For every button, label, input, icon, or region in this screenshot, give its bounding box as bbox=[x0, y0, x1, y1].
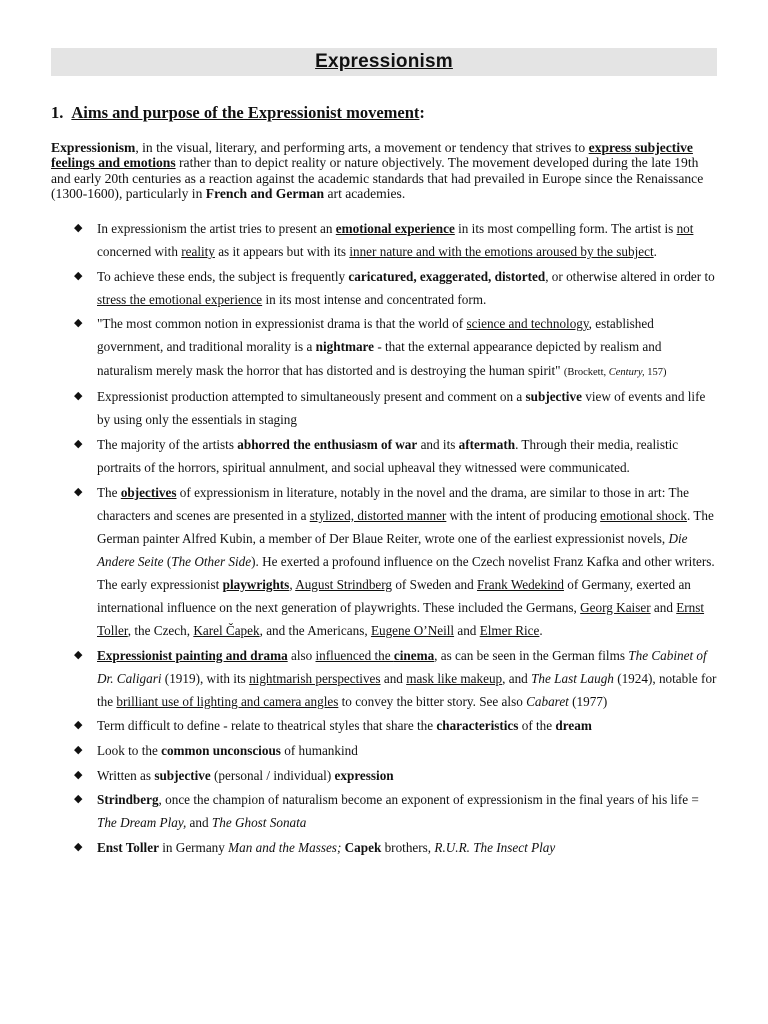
citation-text: (Brockett, bbox=[563, 366, 609, 378]
emphasis: aftermath bbox=[458, 436, 516, 452]
text: in its most compelling form. The artist is bbox=[454, 221, 677, 236]
emphasis: expression bbox=[334, 767, 394, 783]
list-item bbox=[51, 739, 717, 762]
text: (1924), notable for the bbox=[97, 670, 717, 709]
film-title: The Last Laugh bbox=[531, 670, 614, 686]
book-title: Die Andere Seite bbox=[97, 530, 688, 569]
text: , established government, and traditional morality is a bbox=[97, 316, 654, 355]
section-heading bbox=[51, 103, 425, 123]
list-item bbox=[51, 836, 717, 859]
list-item bbox=[51, 481, 717, 643]
section-heading-text: Aims and purpose of the Expressionist movement bbox=[71, 103, 420, 122]
text: , the Czech, bbox=[127, 623, 194, 639]
emphasis: Strindberg bbox=[97, 792, 159, 808]
emphasis: mask like makeup bbox=[406, 670, 503, 686]
title-bar bbox=[51, 48, 717, 76]
emphasis: dream bbox=[555, 718, 592, 734]
text: . Through their media, realistic portraits of the horrors, spiritual annulment, and social upheaval they witnessed were communicated. bbox=[97, 436, 679, 475]
emphasis: science and technology bbox=[466, 316, 589, 332]
person-name: Eugene O’Neill bbox=[370, 623, 455, 639]
film-title: The Cabinet of Dr. Caligari bbox=[97, 647, 707, 686]
person-name: Karel Čapek bbox=[193, 623, 260, 639]
text: In expressionism the artist tries to present an bbox=[97, 221, 336, 236]
emphasis: characteristics bbox=[436, 718, 519, 734]
text: . bbox=[539, 623, 543, 639]
intro-text: , in the visual, literary, and performing arts, a movement or tendency that strives to bbox=[135, 140, 589, 155]
text: as it appears but with its bbox=[214, 244, 350, 260]
list-item bbox=[51, 644, 717, 713]
diamond-bullet-icon: ◆ bbox=[74, 719, 83, 732]
emphasis: cinema bbox=[393, 647, 435, 663]
diamond-bullet-icon: ◆ bbox=[74, 485, 83, 498]
list-item bbox=[51, 433, 717, 479]
text: Expressionist production attempted to simultaneously present and comment on a bbox=[97, 389, 526, 405]
text: , or otherwise altered in order to bbox=[545, 268, 715, 284]
list-item bbox=[51, 312, 717, 383]
text: to convey the bitter story. See also bbox=[338, 693, 527, 709]
emphasis: reality bbox=[181, 244, 215, 260]
play-title: Man and the Masses; bbox=[228, 839, 342, 855]
emphasis: nightmarish perspectives bbox=[249, 670, 381, 686]
diamond-bullet-icon: ◆ bbox=[74, 793, 83, 806]
document-title: Expressionism bbox=[315, 51, 453, 72]
emphasis: stress the emotional experience bbox=[97, 291, 263, 307]
text: of humankind bbox=[280, 743, 358, 759]
emphasis: Enst Toller bbox=[97, 839, 159, 855]
text: The bbox=[97, 484, 121, 500]
emphasis: subjective bbox=[154, 767, 211, 783]
citation-text: 157) bbox=[644, 366, 667, 378]
citation bbox=[564, 367, 667, 378]
text: , and bbox=[502, 670, 532, 686]
text: . The German painter Alfred Kubin, a member of Der Blaue Reiter, wrote one of the earliest expressionist novels, bbox=[97, 507, 714, 546]
text: (personal / individual) bbox=[210, 767, 335, 783]
intro-emphasis: French and German bbox=[205, 185, 325, 201]
text: - that the external appearance depicted by realism and naturalism merely mask the horror that has distorted and is destroying the human spirit" bbox=[97, 339, 662, 378]
diamond-bullet-icon: ◆ bbox=[74, 840, 83, 853]
text: Written as bbox=[97, 767, 155, 783]
diamond-bullet-icon: ◆ bbox=[74, 648, 83, 661]
bullet-list bbox=[51, 217, 717, 861]
list-item bbox=[51, 714, 717, 737]
text: brothers, bbox=[381, 839, 435, 855]
emphasis: common unconscious bbox=[161, 743, 281, 759]
text: , bbox=[289, 576, 296, 592]
diamond-bullet-icon: ◆ bbox=[74, 317, 83, 330]
diamond-bullet-icon: ◆ bbox=[74, 437, 83, 450]
text: Look to the bbox=[97, 743, 162, 759]
diamond-bullet-icon: ◆ bbox=[74, 768, 83, 781]
text: (1919), with its bbox=[161, 670, 250, 686]
text: of Germany, exerted an international influence on the next generation of playwrights. These included the Germans, bbox=[97, 576, 691, 615]
text: Term difficult to define - relate to theatrical styles that share the bbox=[97, 718, 437, 734]
diamond-bullet-icon: ◆ bbox=[74, 222, 83, 234]
section-heading-colon: : bbox=[419, 103, 425, 122]
text: "The most common notion in expressionist drama is that the world of bbox=[97, 316, 467, 332]
text: ). He exerted a profound influence on the Czech novelist Franz Kafka and other writers. The early expressionist bbox=[97, 553, 715, 592]
emphasis: caricatured, exaggerated, distorted bbox=[348, 268, 546, 284]
emphasis: playwrights bbox=[222, 576, 290, 592]
text: in its most intense and concentrated form. bbox=[262, 291, 487, 307]
intro-text: art academies. bbox=[324, 185, 406, 201]
emphasis: subjective bbox=[525, 389, 582, 405]
text: , as can be seen in the German films bbox=[434, 647, 629, 663]
emphasis: emotional experience bbox=[335, 221, 455, 236]
person-name: Georg Kaiser bbox=[580, 600, 651, 615]
intro-term: Expressionism bbox=[51, 140, 136, 155]
emphasis: influenced the bbox=[315, 647, 394, 663]
diamond-bullet-icon: ◆ bbox=[74, 269, 83, 282]
emphasis: Capek bbox=[344, 839, 382, 855]
list-item bbox=[51, 764, 717, 787]
intro-emphasis: express subjective feelings and emotions bbox=[51, 140, 693, 171]
emphasis: Expressionist painting and drama bbox=[97, 647, 288, 663]
text: To achieve these ends, the subject is frequently bbox=[97, 268, 349, 284]
diamond-bullet-icon: ◆ bbox=[74, 744, 83, 757]
emphasis: brilliant use of lighting and camera angles bbox=[116, 693, 339, 709]
play-title: The Dream Play, bbox=[97, 815, 187, 831]
intro-text: rather than to depict reality or nature objectively. The movement developed during the late 19th and early 20th centuries as a reaction against the academic standards that had prevailed in Europe since the Renaissance (1300-1600), particularly in bbox=[51, 155, 704, 201]
film-title: Cabaret bbox=[526, 693, 569, 709]
person-name: August Strindberg bbox=[295, 576, 393, 592]
list-item bbox=[51, 265, 717, 311]
person-name: Frank Wedekind bbox=[477, 576, 564, 592]
text: , once the champion of naturalism become an exponent of expressionism in the final years of his life = bbox=[158, 792, 699, 808]
text: and bbox=[650, 600, 677, 615]
text: and its bbox=[417, 436, 459, 452]
emphasis: abhorred the enthusiasm of war bbox=[237, 436, 418, 452]
text: with the intent of producing bbox=[446, 507, 601, 523]
emphasis: nightmare bbox=[315, 339, 375, 355]
text: of Sweden and bbox=[392, 576, 477, 592]
emphasis: objectives bbox=[120, 484, 177, 500]
text: (1977) bbox=[568, 693, 608, 709]
text: , and the Americans, bbox=[259, 623, 371, 639]
text: of expressionism in literature, notably in the novel and the drama, are similar to those in art: The characters and scenes are presented in a bbox=[97, 484, 689, 523]
text: and bbox=[454, 623, 480, 639]
list-item bbox=[51, 788, 717, 834]
text: The majority of the artists bbox=[97, 436, 238, 452]
text: . bbox=[653, 244, 657, 260]
text: ( bbox=[163, 553, 172, 569]
diamond-bullet-icon: ◆ bbox=[74, 390, 83, 403]
person-name: Ernst Toller bbox=[97, 600, 705, 639]
text: and bbox=[380, 670, 407, 686]
play-title: The Ghost Sonata bbox=[211, 815, 307, 831]
play-title: R.U.R. The Insect Play bbox=[434, 839, 556, 855]
emphasis: emotional shock bbox=[600, 507, 687, 523]
text: and bbox=[186, 815, 212, 831]
person-name: Elmer Rice bbox=[479, 623, 540, 639]
list-item bbox=[51, 217, 717, 263]
emphasis: stylized, distorted manner bbox=[309, 507, 447, 523]
text: view of events and life by using only the essentials in staging bbox=[97, 389, 706, 428]
text: concerned with bbox=[97, 244, 182, 260]
book-title: The Other Side bbox=[171, 553, 252, 569]
emphasis: not bbox=[676, 221, 694, 236]
text: of the bbox=[518, 718, 556, 734]
list-item bbox=[51, 385, 717, 431]
text: in Germany bbox=[158, 839, 229, 855]
intro-paragraph bbox=[51, 140, 717, 201]
emphasis: inner nature and with the emotions aroused by the subject bbox=[349, 244, 654, 260]
section-number: 1. bbox=[51, 103, 64, 122]
citation-title: Century, bbox=[608, 366, 645, 378]
text: also bbox=[287, 647, 316, 663]
